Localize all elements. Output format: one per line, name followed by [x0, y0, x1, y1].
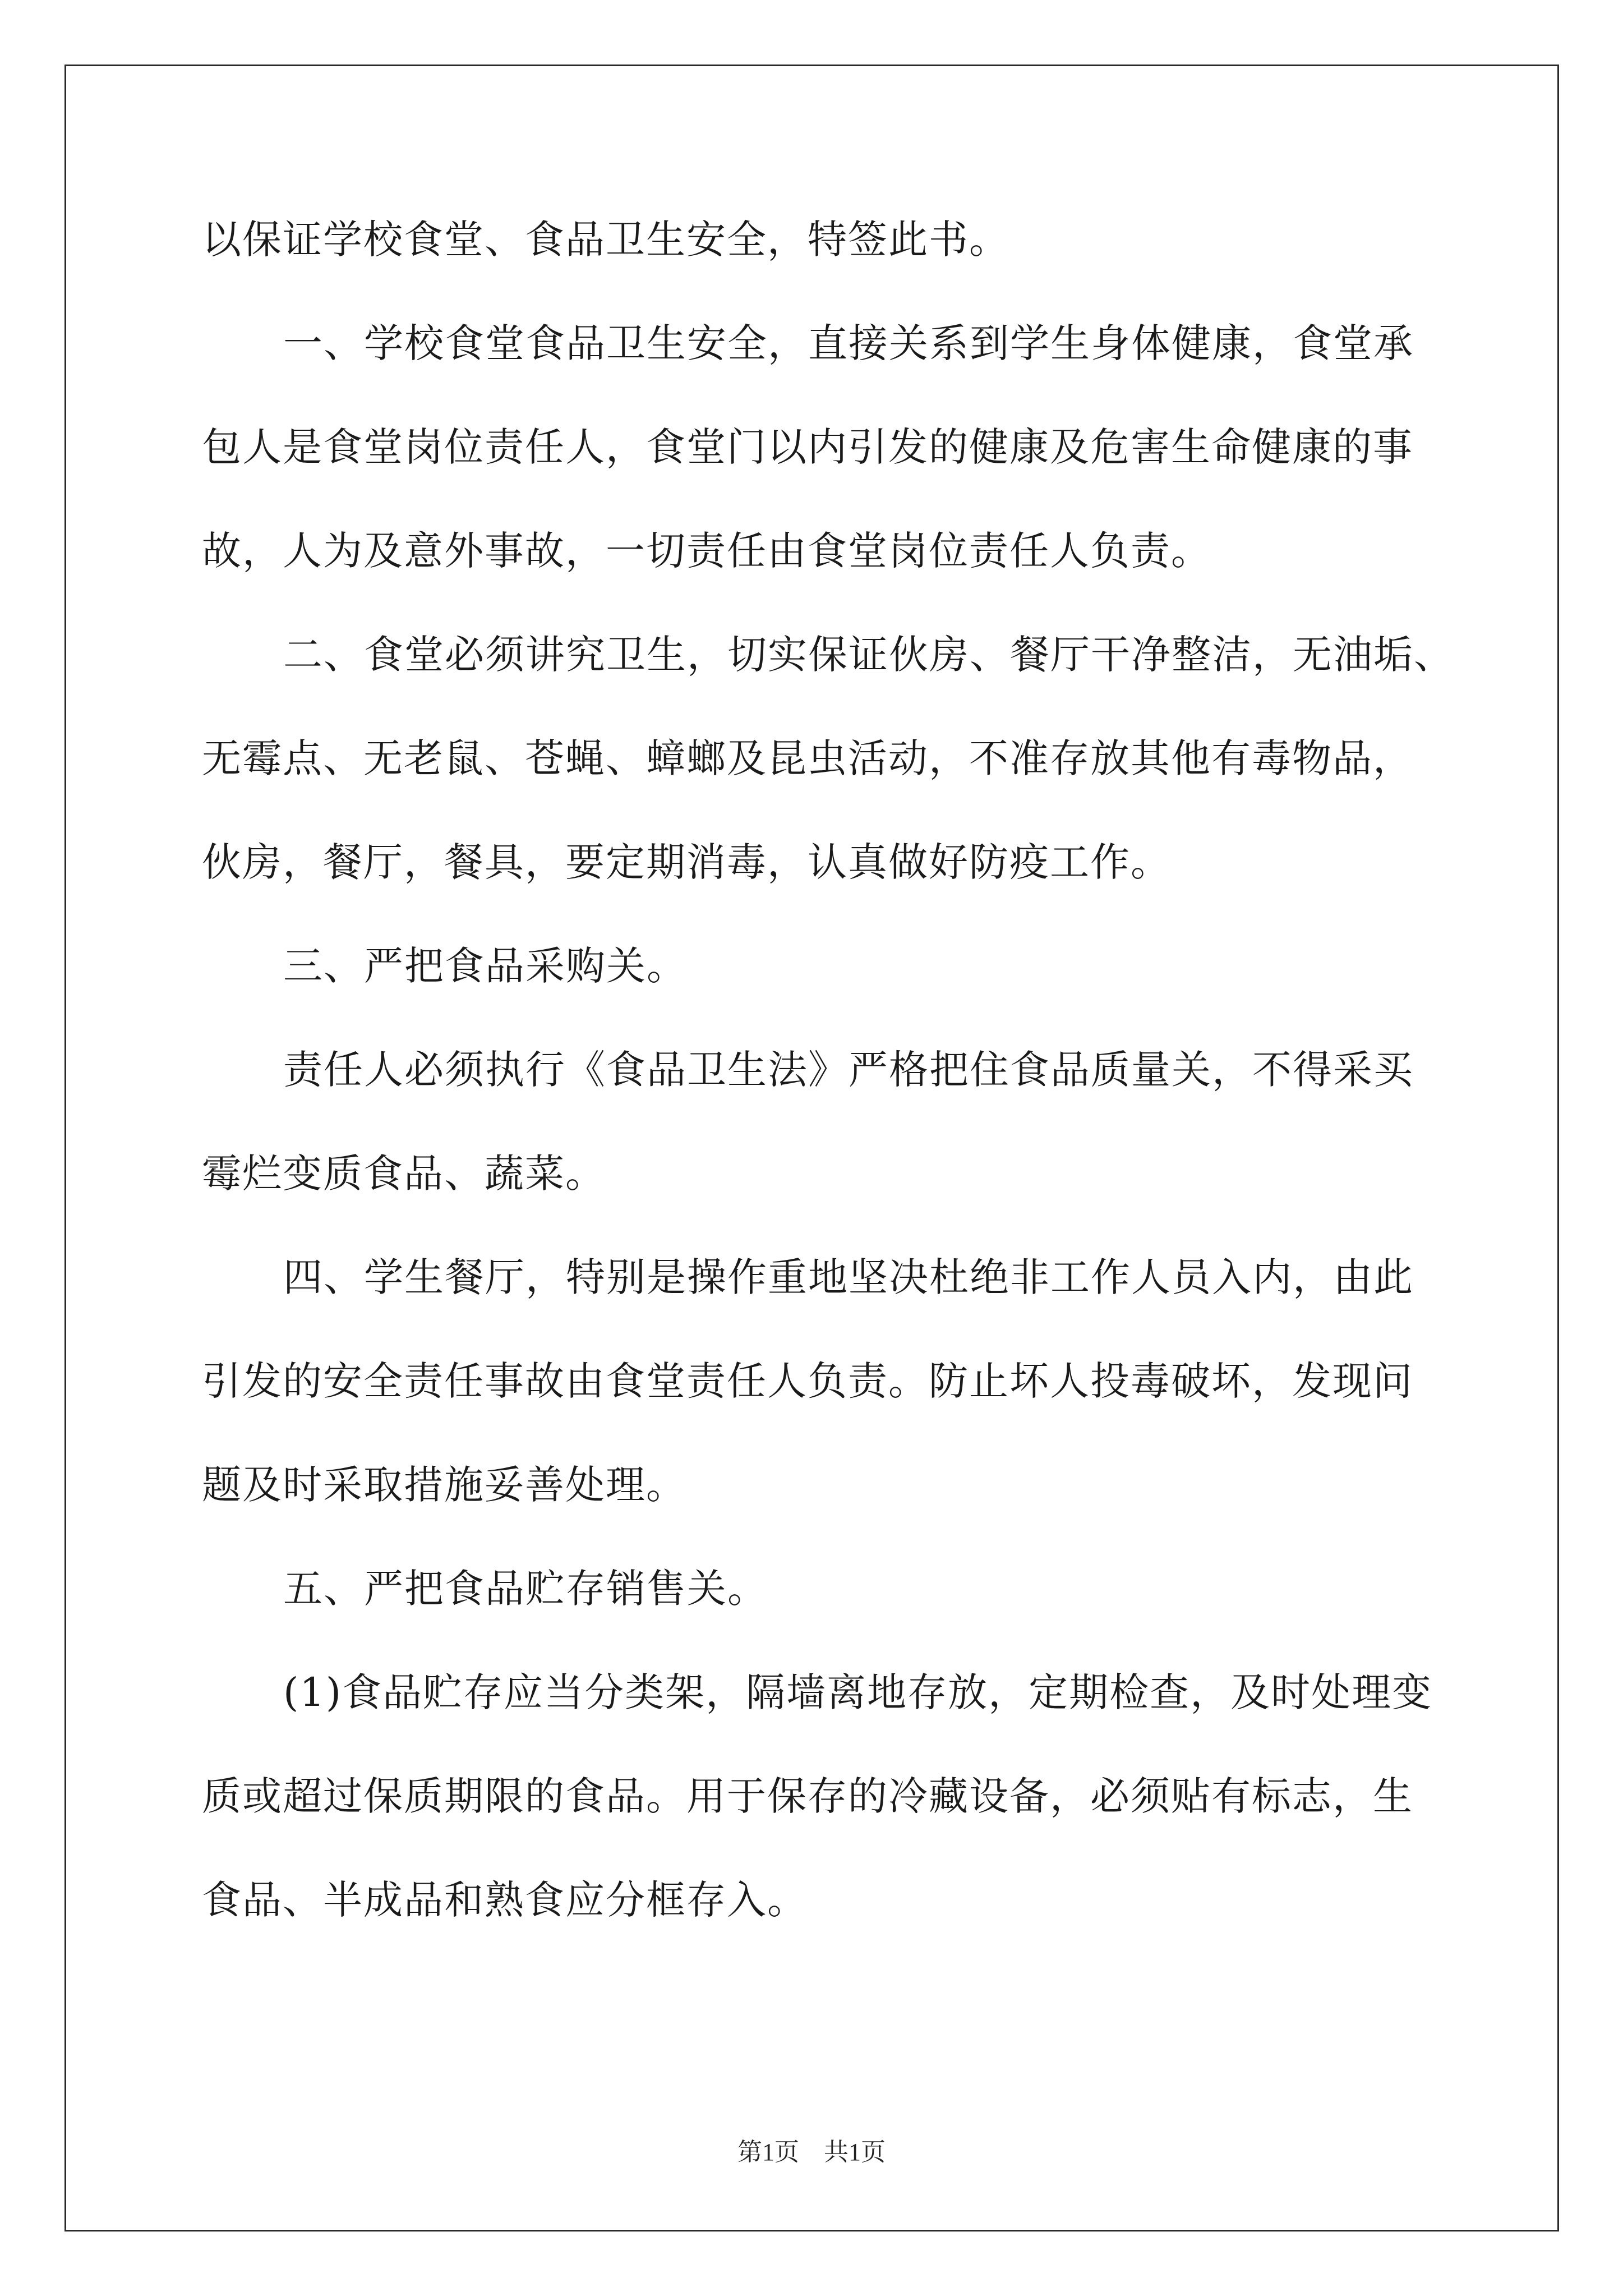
text-line: 无霉点、无老鼠、苍蝇、蟑螂及昆虫活动，不准存放其他有毒物品，	[202, 735, 1413, 781]
text-line: 五、严把食品贮存销售关。	[283, 1566, 768, 1612]
text-line: 引发的安全责任事故由食堂责任人负责。防止坏人投毒破坏，发现问	[202, 1358, 1413, 1404]
text-line: 二、食堂必须讲究卫生，切实保证伙房、餐厅干净整洁，无油垢、	[283, 632, 1454, 678]
text-line: 食品、半成品和熟食应分框存入。	[202, 1877, 808, 1923]
text-line: 题及时采取措施妥善处理。	[202, 1462, 686, 1508]
text-line: 质或超过保质期限的食品。用于保存的冷藏设备，必须贴有标志，生	[202, 1773, 1413, 1819]
text-line: 霉烂变质食品、蔬菜。	[202, 1151, 606, 1197]
text-line: 故，人为及意外事故，一切责任由食堂岗位责任人负责。	[202, 528, 1211, 574]
text-line: 以保证学校食堂、食品卫生安全，特签此书。	[202, 217, 1009, 263]
text-line: 伙房，餐厅，餐具，要定期消毒，认真做好防疫工作。	[202, 839, 1171, 885]
text-line: 三、严把食品采购关。	[283, 943, 687, 989]
text-line: (1)食品贮存应当分类架，隔墙离地存放，定期检查，及时处理变	[283, 1669, 1433, 1715]
page-number: 第1页 共1页	[737, 2138, 886, 2166]
text-line: 四、学生餐厅，特别是操作重地坚决杜绝非工作人员入内，由此	[283, 1254, 1414, 1300]
text-line: 责任人必须执行《食品卫生法》严格把住食品质量关，不得采买	[283, 1047, 1414, 1093]
text-line: 一、学校食堂食品卫生安全，直接关系到学生身体健康，食堂承	[283, 320, 1414, 366]
text-line: 包人是食堂岗位责任人，食堂门以内引发的健康及危害生命健康的事	[202, 424, 1413, 470]
